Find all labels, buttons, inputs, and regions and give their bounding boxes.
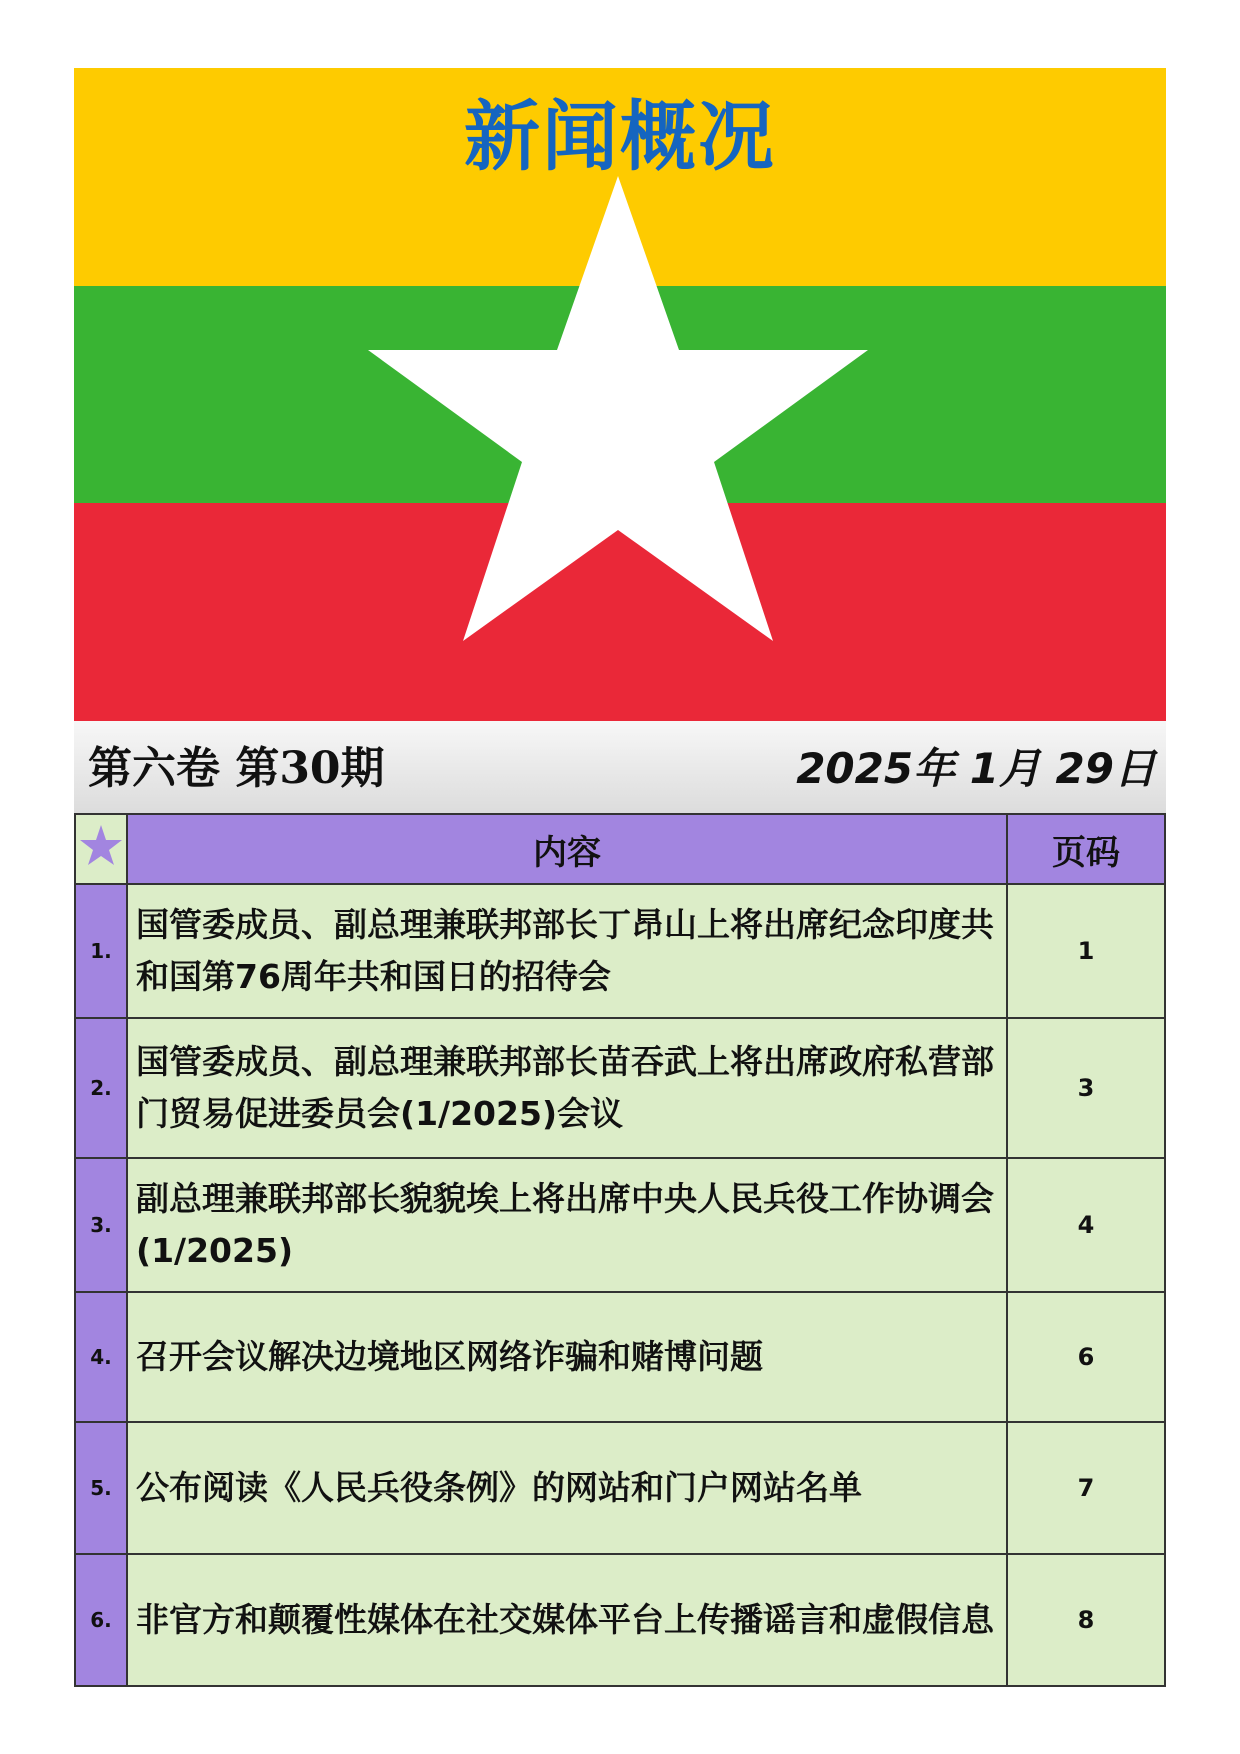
row-page: 7 (1007, 1422, 1165, 1554)
header-page: 页码 (1007, 814, 1165, 884)
row-page: 1 (1007, 884, 1165, 1018)
row-page: 6 (1007, 1292, 1165, 1422)
volume-issue: 第六卷 第30期 (88, 743, 385, 794)
page-title: 新闻概况 (464, 92, 776, 181)
myanmar-flag-banner (74, 68, 1166, 721)
star-icon (79, 823, 123, 867)
header-star-cell (75, 814, 127, 884)
table-row[interactable] (75, 1554, 1165, 1686)
issue-info-bar (74, 721, 1166, 813)
row-title[interactable]: 国管委成员、副总理兼联邦部长苗吞武上将出席政府私营部门贸易促进委员会(1/2025)会议 (127, 1018, 1007, 1158)
contents-table (74, 813, 1166, 1687)
table-row[interactable] (75, 1018, 1165, 1158)
table-row[interactable] (75, 1422, 1165, 1554)
table-row[interactable] (75, 1158, 1165, 1292)
row-title[interactable]: 国管委成员、副总理兼联邦部长丁昂山上将出席纪念印度共和国第76周年共和国日的招待会 (127, 884, 1007, 1018)
row-title[interactable]: 副总理兼联邦部长貌貌埃上将出席中央人民兵役工作协调会(1/2025) (127, 1158, 1007, 1292)
row-page: 4 (1007, 1158, 1165, 1292)
header-content: 内容 (127, 814, 1007, 884)
row-page: 3 (1007, 1018, 1165, 1158)
table-row[interactable] (75, 1292, 1165, 1422)
issue-date: 2025年 1月 29日 (796, 744, 1156, 793)
row-title[interactable]: 公布阅读《人民兵役条例》的网站和门户网站名单 (127, 1422, 1007, 1554)
table-row[interactable] (75, 884, 1165, 1018)
row-number: 4. (75, 1292, 127, 1422)
row-page: 8 (1007, 1554, 1165, 1686)
row-number: 5. (75, 1422, 127, 1554)
row-number: 3. (75, 1158, 127, 1292)
row-title[interactable]: 非官方和颠覆性媒体在社交媒体平台上传播谣言和虚假信息 (127, 1554, 1007, 1686)
row-number: 1. (75, 884, 127, 1018)
table-header-row (75, 814, 1165, 884)
row-title[interactable]: 召开会议解决边境地区网络诈骗和赌博问题 (127, 1292, 1007, 1422)
row-number: 2. (75, 1018, 127, 1158)
row-number: 6. (75, 1554, 127, 1686)
